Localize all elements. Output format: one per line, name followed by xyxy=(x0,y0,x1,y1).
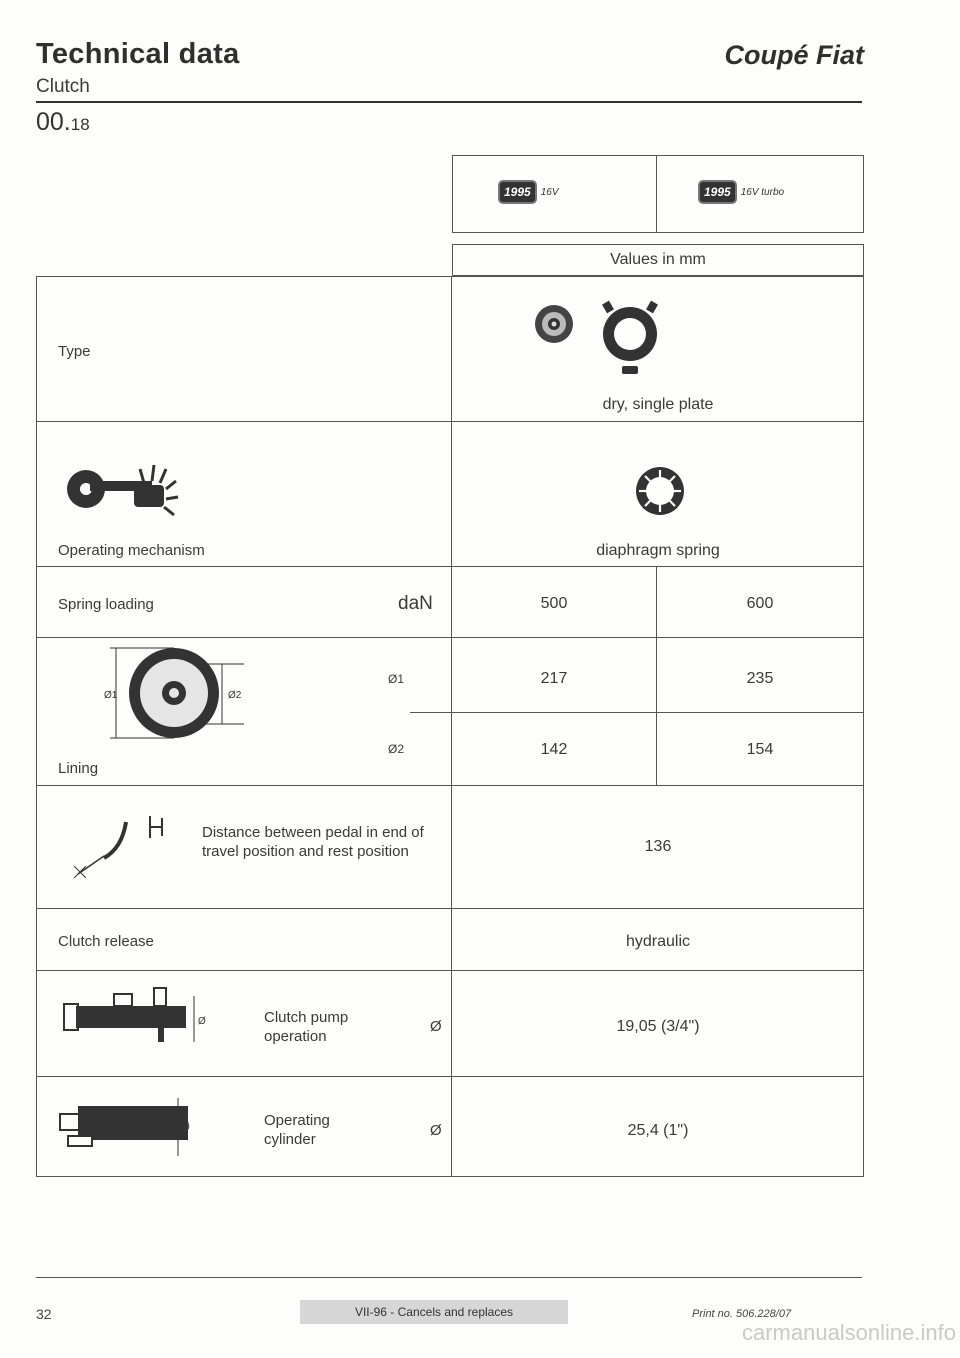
clutch-disc-icon xyxy=(532,302,576,346)
lining-d2-16v: 142 xyxy=(540,741,568,758)
operating-cylinder-value: 25,4 (1") xyxy=(627,1122,689,1139)
diameter-2-marker: Ø2 xyxy=(228,690,242,701)
mechanism-label: Operating mechanism xyxy=(58,542,205,559)
revision-tag: VII-96 - Cancels and replaces xyxy=(300,1300,568,1324)
lining-d1-16v: 217 xyxy=(540,670,568,687)
type-value: dry, single plate xyxy=(602,396,714,413)
brand-name: Coupé Fiat xyxy=(724,40,864,70)
type-label: Type xyxy=(58,343,91,360)
engine-badge: 1995 xyxy=(500,182,535,202)
lining-label: Lining xyxy=(58,760,99,777)
diameter-2-label: Ø2 xyxy=(388,742,405,756)
distance-value: 136 xyxy=(644,838,672,855)
pressure-plate-icon xyxy=(598,294,662,380)
section-code: 00.18 xyxy=(36,108,90,136)
diameter-1-label: Ø1 xyxy=(388,672,405,686)
watermark: carmanualsonline.info xyxy=(741,1320,956,1345)
mechanism-value: diaphragm spring xyxy=(596,542,720,559)
diaphragm-spring-icon xyxy=(634,465,686,517)
clutch-pump-label: Clutch pump operation xyxy=(264,1009,349,1045)
lining-diagram-icon xyxy=(82,642,262,746)
units-label: Values in mm xyxy=(610,251,706,268)
engine-16v xyxy=(500,182,559,202)
operating-cylinder-label: Operating cylinder xyxy=(264,1112,330,1148)
operating-cylinder-icon xyxy=(58,1090,208,1164)
spring-loading-label: Spring loading xyxy=(58,596,154,613)
operating-cylinder-symbol: Ø xyxy=(430,1122,442,1139)
release-fork-icon xyxy=(60,455,180,523)
pedal-travel-icon xyxy=(64,808,174,878)
footer-rule xyxy=(36,1277,862,1278)
cylinder-diameter-marker: Ø xyxy=(182,1122,190,1133)
spring-loading-16v-turbo: 600 xyxy=(746,595,774,612)
engine-16v-turbo xyxy=(700,182,784,202)
clutch-pump-symbol: Ø xyxy=(430,1018,442,1035)
page-number: 32 xyxy=(36,1306,52,1322)
clutch-release-label: Clutch release xyxy=(58,933,154,950)
lining-d1-16v-turbo: 235 xyxy=(746,670,774,687)
spring-loading-16v: 500 xyxy=(540,595,568,612)
engine-suffix: 16V turbo xyxy=(740,186,785,198)
spring-loading-unit: daN xyxy=(398,593,433,614)
print-number: Print no. 506.228/07 xyxy=(692,1308,792,1320)
engine-suffix: 16V xyxy=(540,186,559,198)
distance-label: Distance between pedal in end of travel position and rest position xyxy=(202,824,424,860)
lining-d2-16v-turbo: 154 xyxy=(746,741,774,758)
pump-diameter-marker: Ø xyxy=(198,1016,206,1027)
clutch-pump-icon xyxy=(54,984,210,1054)
clutch-pump-value: 19,05 (3/4") xyxy=(616,1018,700,1035)
section-subtitle: Clutch xyxy=(36,76,90,97)
engine-badge: 1995 xyxy=(700,182,735,202)
diameter-1-marker: Ø1 xyxy=(104,690,118,701)
page-title: Technical data xyxy=(36,38,240,70)
clutch-release-value: hydraulic xyxy=(625,933,691,950)
header-rule xyxy=(36,101,862,103)
